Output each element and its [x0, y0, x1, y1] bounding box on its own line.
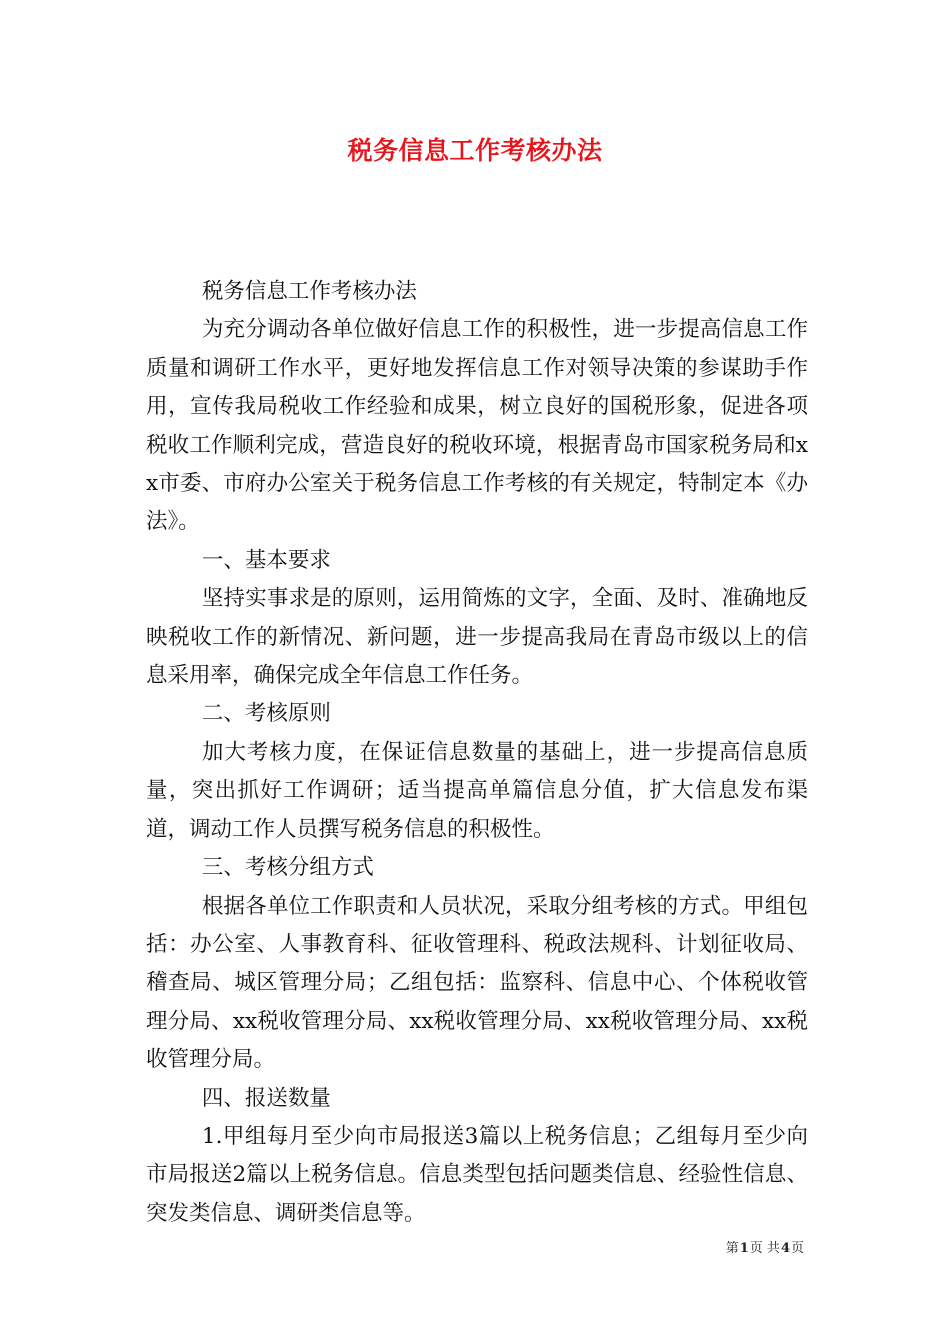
paragraph-intro: 为充分调动各单位做好信息工作的积极性，进一步提高信息工作质量和调研工作水平，更好地发挥信息工作对领导决策的参谋助手作用，宣传我局税收工作经验和成果，树立良好的国税形象，促进各项税收工作顺利完成，营造良好的税收环境，根据青岛市国家税务局和xx市委、市府办公室关于税务信息工作考核的有关规定，特制定本《办法》。 [146, 317, 808, 535]
paragraph-basic-requirements: 坚持实事求是的原则，运用简炼的文字，全面、及时、准确地反映税收工作的新情况、新问题，进一步提高我局在青岛市级以上的信息采用率，确保完成全年信息工作任务。 [146, 586, 808, 689]
footer-suffix: 页 [790, 1241, 804, 1256]
section-heading-grouping-method: 三、考核分组方式 [201, 855, 374, 881]
footer-middle: 页 共 [749, 1241, 780, 1256]
page-footer [726, 1240, 804, 1258]
footer-prefix: 第 [725, 1241, 739, 1256]
document-title: 税务信息工作考核办法 [347, 136, 603, 165]
paragraph-subtitle: 税务信息工作考核办法 [201, 279, 417, 304]
footer-current-page: 1 [739, 1241, 749, 1256]
paragraph-assessment-principles: 加大考核力度，在保证信息数量的基础上，进一步提高信息质量，突出抓好工作调研；适当提高单篇信息分值，扩大信息发布渠道，调动工作人员撰写税务信息的积极性。 [146, 739, 808, 842]
document-body [146, 273, 808, 1233]
section-heading-assessment-principles: 二、考核原则 [201, 701, 331, 727]
paragraph-grouping-method: 根据各单位工作职责和人员状况，采取分组考核的方式。甲组包括：办公室、人事教育科、征收管理科、税政法规科、计划征收局、稽查局、城区管理分局；乙组包括：监察科、信息中心、个体税收管理分局、xx税收管理分局、xx税收管理分局、xx税收管理分局、xx税收管理分局。 [146, 893, 808, 1073]
section-heading-submission-quantity: 四、报送数量 [201, 1085, 331, 1111]
section-heading-basic-requirements: 一、基本要求 [201, 547, 331, 573]
paragraph-submission-quantity: 1.甲组每月至少向市局报送3篇以上税务信息；乙组每月至少向市局报送2篇以上税务信息。信息类型包括问题类信息、经验性信息、突发类信息、调研类信息等。 [146, 1123, 808, 1226]
footer-total-pages: 4 [780, 1241, 790, 1256]
